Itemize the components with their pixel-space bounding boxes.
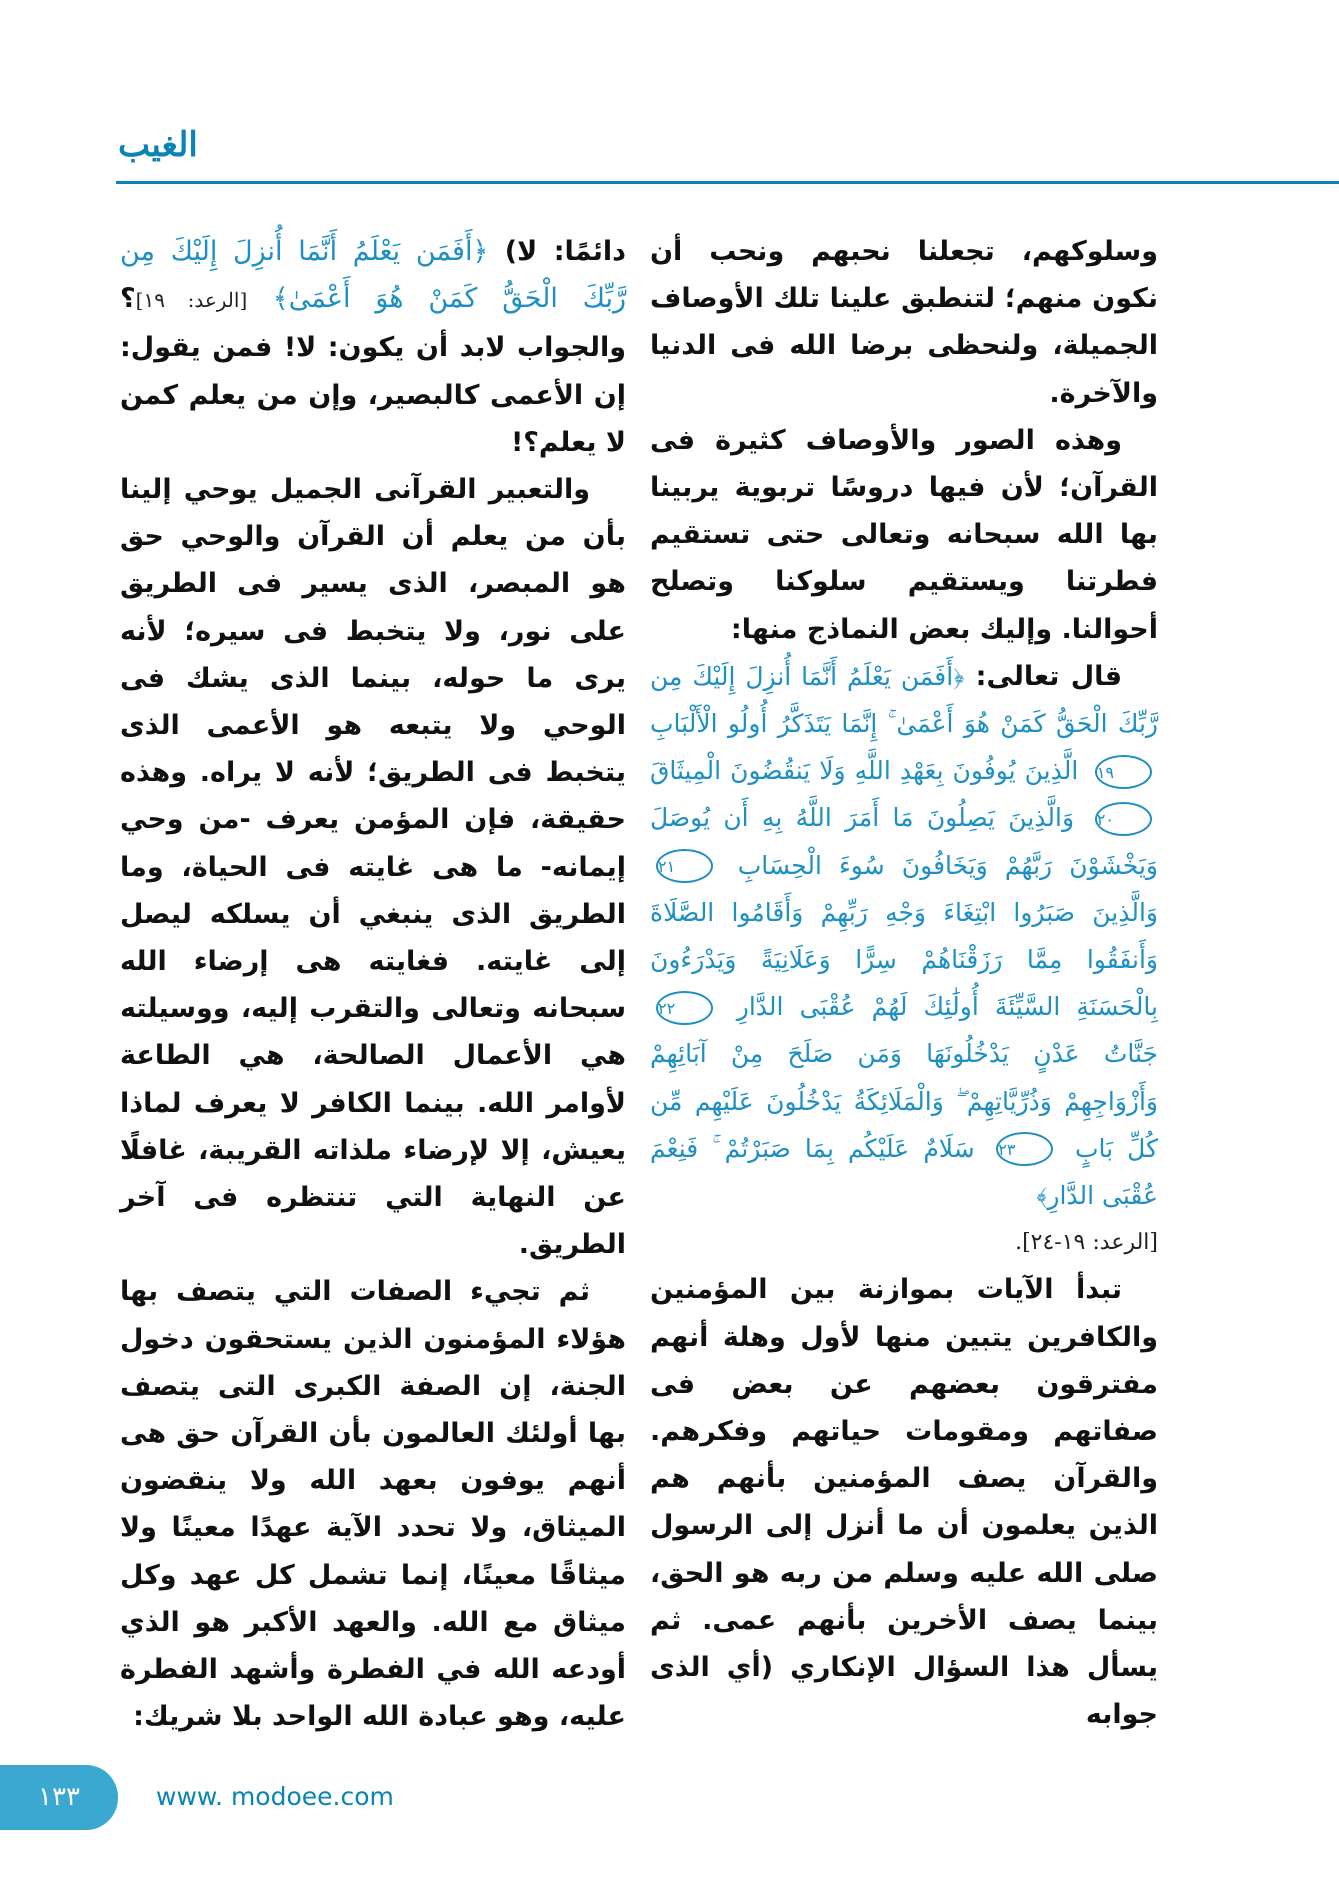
quran-verse-text: سَلَامٌ عَلَيْكُم بِمَا صَبَرْتُمْ ۚ فَنِعْمَ عُقْبَى الدَّارِ﴾ xyxy=(650,1133,1158,1211)
page-number-badge: ١٣٣ xyxy=(0,1765,118,1830)
quran-verse-text: وَالَّذِينَ يَصِلُونَ مَا أَمَرَ اللَّهُ بِهِ أَن يُوصَلَ وَيَخْشَوْنَ رَبَّهُمْ وَيَخَافُونَ سُوءَ الْحِسَابِ xyxy=(650,803,1158,880)
verse-reference: [الرعد: ١٩-٢٤]. xyxy=(1015,1230,1158,1256)
chapter-title: الغيب xyxy=(118,125,198,165)
paragraph: وهذه الصور والأوصاف كثيرة فى القرآن؛ لأن فيها دروسًا تربوية يربينا بها الله سبحانه وتعالى حتى تستقيم فطرتنا ويستقيم سلوكنا وتصلح أحوالنا. وإليك بعض النماذج منها: xyxy=(650,424,1158,645)
ayah-number-marker: ٢٣ xyxy=(996,1132,1053,1166)
paragraph: وسلوكهم، تجعلنا نحبهم ونحب أن نكون منهم؛ لتنطبق علينا تلك الأوصاف الجميلة، ولنحظى برضا الله فى الدنيا والآخرة. xyxy=(650,236,1158,409)
right-column xyxy=(650,228,1158,1739)
paragraph: ثم تجيء الصفات التي يتصف بها هؤلاء المؤمنون الذين يستحقون دخول الجنة، إن الصفة الكبرى التى يتصف بها أولئك العالمون بأن القرآن حق هى أنهم يوفون بعهد الله ولا ينقضون الميثاق، ولا تحدد الآية عهدًا معينًا ولا ميثاقًا معينًا، إنما تشمل كل عهد وكل ميثاق مع الله. والعهد الأكبر هو الذي أودعه الله في الفطرة وأشهد الفطرة عليه، وهو عبادة الله الواحد بلا شريك: xyxy=(120,1276,626,1733)
verse-reference: [الرعد: ١٩] xyxy=(135,288,248,313)
paragraph: والتعبير القرآنى الجميل يوحي إلينا بأن من يعلم أن القرآن والوحي حق هو المبصر، الذى يسير فى الطريق على نور، ولا يتخبط فى سيره؛ لأنه يرى ما حوله، بينما الذى يشك فى الوحي ولا يتبعه هو الأعمى الذى يتخبط فى الطريق؛ لأنه لا يراه. وهذه حقيقة، فإن المؤمن يعرف -من وحي إيمانه- ما هى غايته فى الحياة، وما الطريق الذى ينبغي أن يسلكه ليصل إلى غايته. فغايته هى إرضاء الله سبحانه وتعالى والتقرب إليه، ووسيلته هي الأعمال الصالحة، هي الطاعة لأوامر الله. بينما الكافر لا يعرف لماذا يعيش، إلا لإرضاء ملذاته القريبة، غافلًا عن النهاية التي تنتظره فى آخر الطريق. xyxy=(120,474,626,1261)
quran-verse-text: وَالَّذِينَ صَبَرُوا ابْتِغَاءَ وَجْهِ رَبِّهِمْ وَأَقَامُوا الصَّلَاةَ وَأَنفَقُوا مِمَّا رَزَقْنَاهُمْ سِرًّا وَعَلَانِيَةً وَيَدْرَءُونَ بِالْحَسَنَةِ السَّيِّئَةَ أُولَٰئِكَ لَهُمْ عُقْبَى الدَّارِ xyxy=(650,897,1158,1022)
left-column xyxy=(120,228,626,1741)
paragraph: تبدأ الآيات بموازنة بين المؤمنين والكافرين يتبين منها لأول وهلة أنهم مفترقون بعضهم عن بعض فى صفاتهم ومقومات حياتهم وفكرهم. والقرآن يصف المؤمنين بأنهم هم الذين يعلمون أن ما أنزل إلى الرسول صلى الله عليه وسلم من ربه هو الحق، بينما يصف الأخرين بأنهم عمى. ثم يسأل هذا السؤال الإنكاري (أي الذى جوابه xyxy=(650,1274,1158,1731)
paragraph-end: ؟ والجواب لابد أن يكون: لا! فمن يقول: إن الأعمى كالبصير، وإن من يعلم كمن لا يعلم؟! xyxy=(120,283,626,458)
header-divider xyxy=(116,181,1339,184)
ayah-number-marker: ١٩ xyxy=(1095,755,1152,789)
quran-verse-text: الَّذِينَ يُوفُونَ بِعَهْدِ اللَّهِ وَلَا يَنقُضُونَ الْمِيثَاقَ xyxy=(650,756,1079,786)
paragraph xyxy=(120,228,626,466)
website-link[interactable]: www. modoee.com xyxy=(156,1782,394,1811)
ayah-number-marker: ٢١ xyxy=(656,849,713,883)
quran-inline-quote: ﴿أَفَمَن يَعْلَمُ أَنَّمَا أُنزِلَ إِلَيْكَ مِن رَّبِّكَ الْحَقُّ كَمَنْ هُوَ أَعْمَىٰ﴾ xyxy=(120,236,627,315)
ayah-number-marker: ٢٠ xyxy=(1095,802,1152,836)
quran-verse-text: جَنَّاتُ عَدْنٍ يَدْخُلُونَهَا وَمَن صَلَحَ مِنْ آبَائِهِمْ وَأَزْوَاجِهِمْ وَذُرِّيَّاتِهِمْ ۖ وَالْمَلَائِكَةُ يَدْخُلُونَ عَلَيْهِم مِّن كُلِّ بَابٍ xyxy=(650,1039,1158,1163)
ayah-number-marker: ٢٢ xyxy=(656,991,713,1025)
paragraph-start: دائمًا: لا) xyxy=(504,236,626,267)
quran-verse-text: ﴿أَفَمَن يَعْلَمُ أَنَّمَا أُنزِلَ إِلَيْكَ مِن رَّبِّكَ الْحَقُّ كَمَنْ هُوَ أَعْمَىٰ ۚ إِنَّمَا يَتَذَكَّرُ أُولُو الْأَلْبَابِ xyxy=(650,661,1158,739)
quran-quote-block xyxy=(650,653,1158,1219)
quote-intro: قال تعالى: xyxy=(975,660,1122,692)
